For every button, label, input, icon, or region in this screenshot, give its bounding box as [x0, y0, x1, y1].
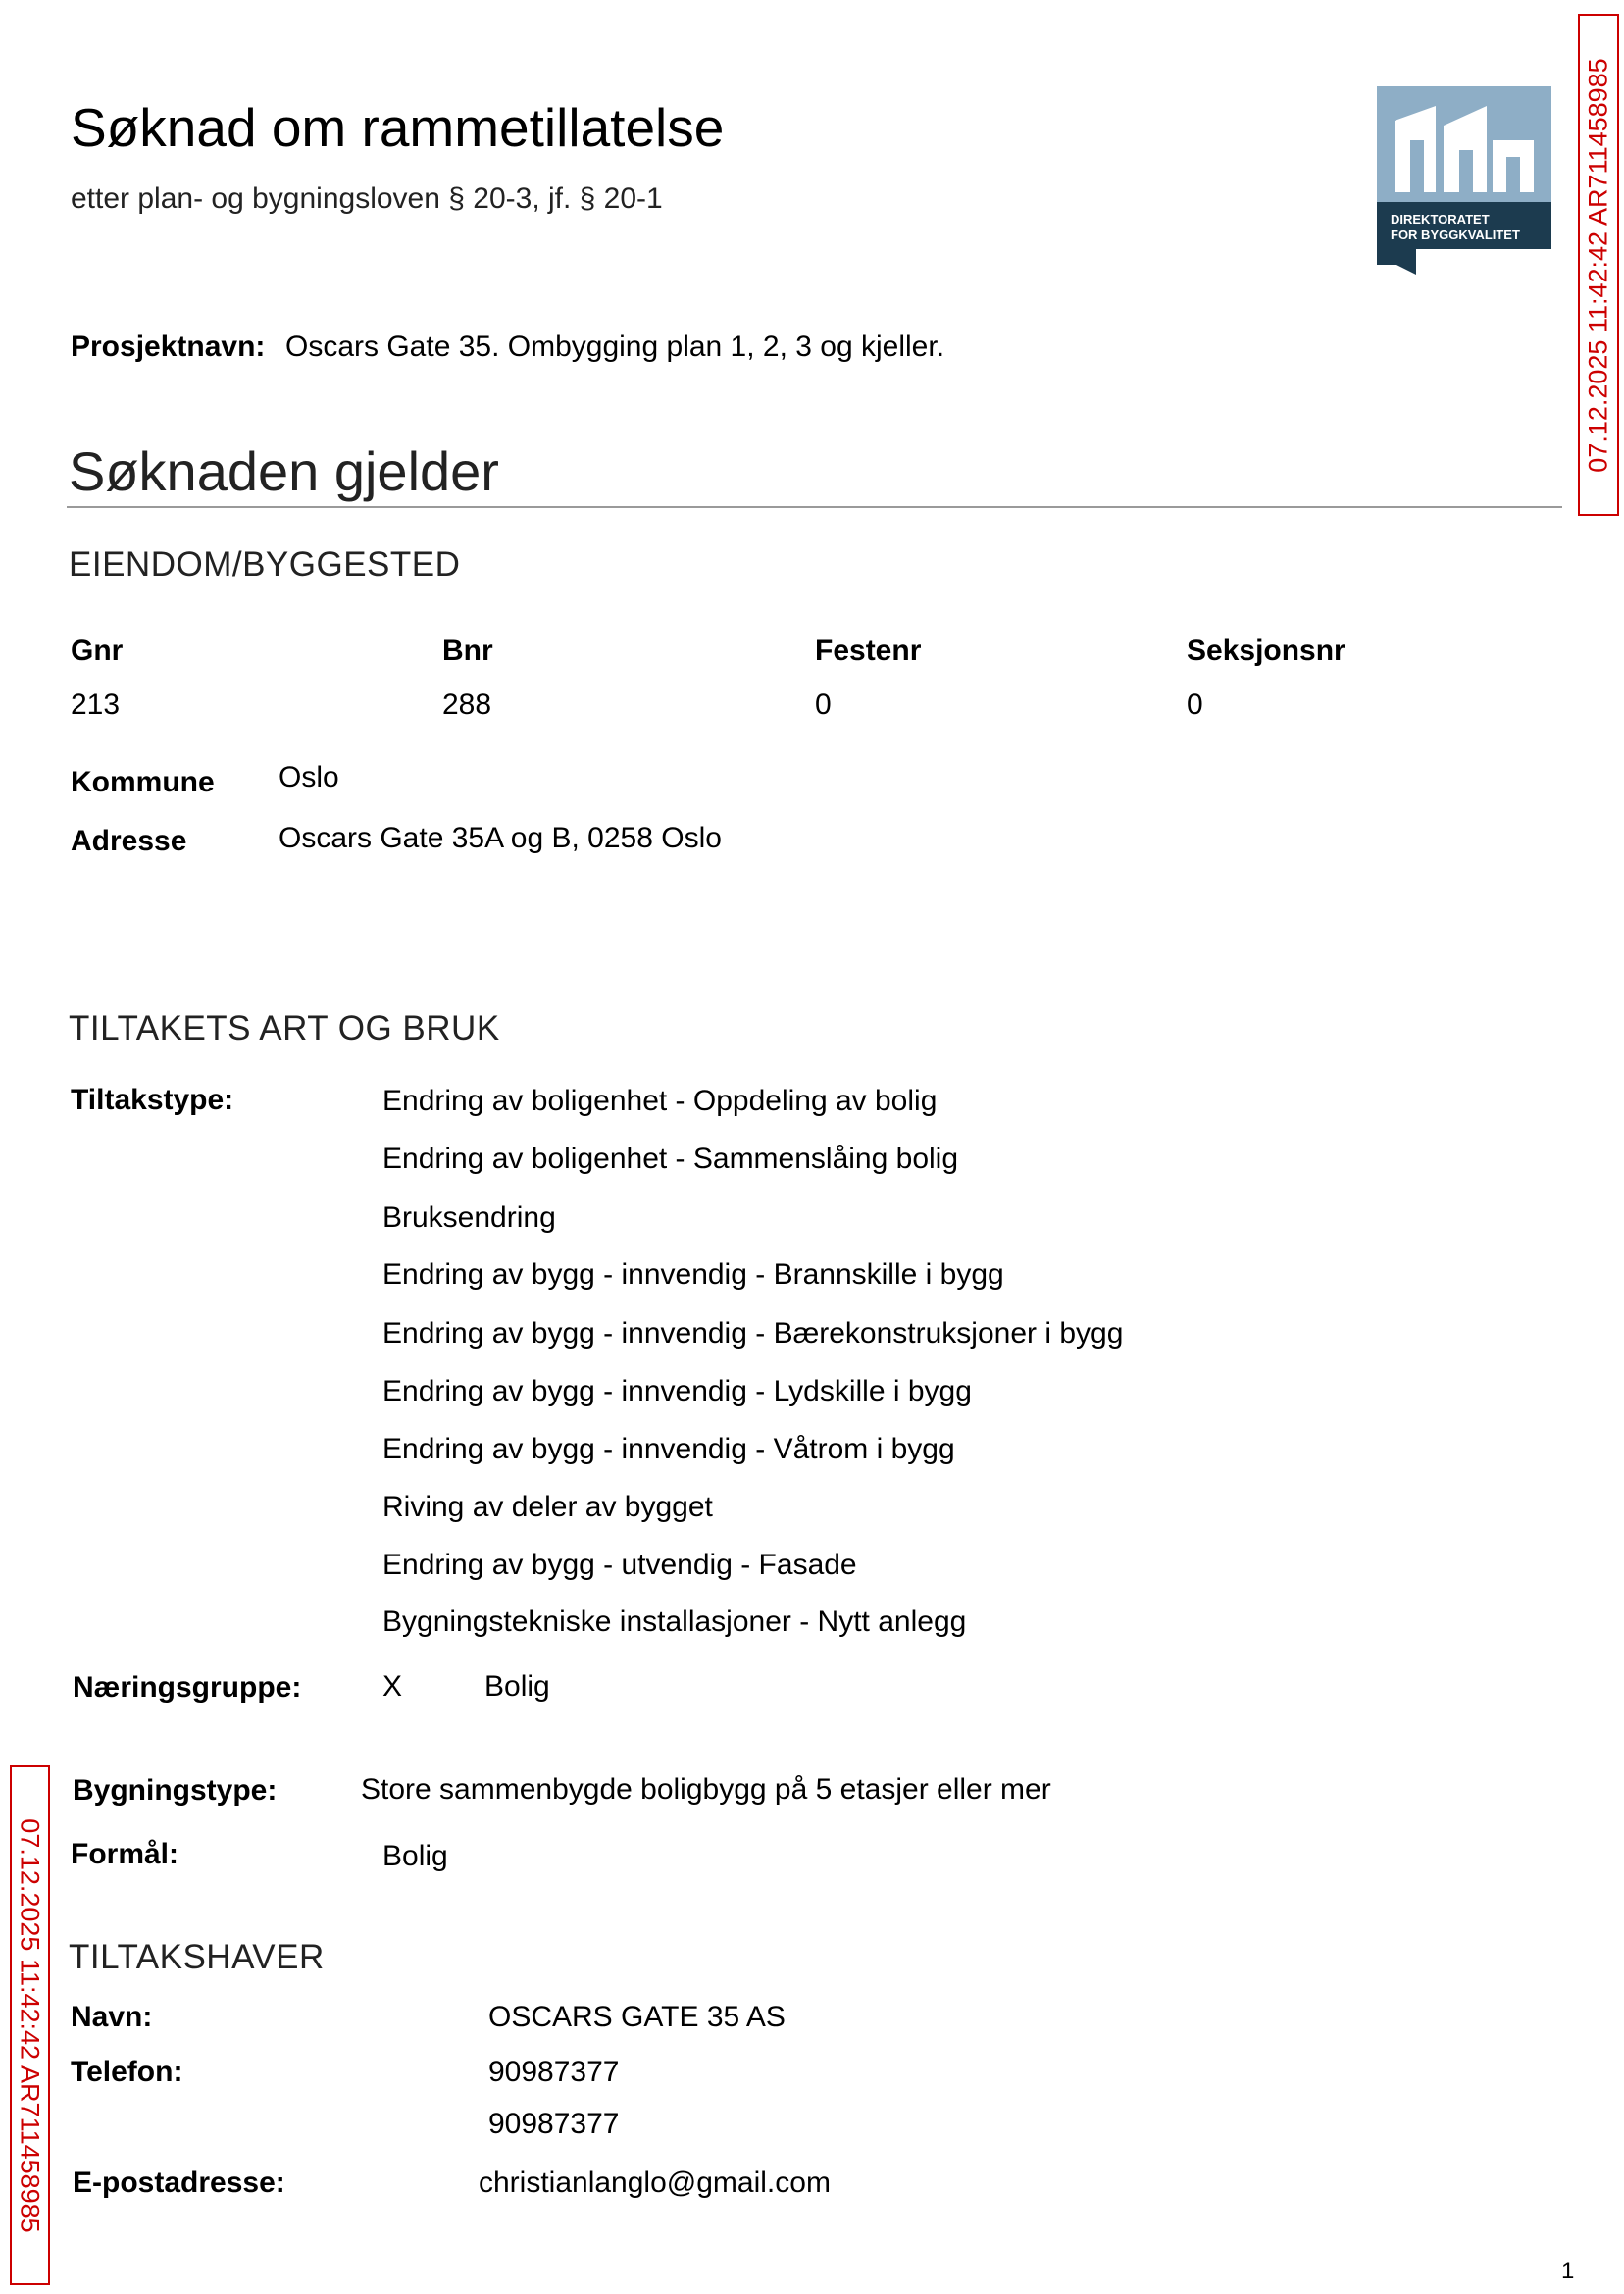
formal-label: Formål: — [71, 1838, 179, 1870]
tiltakstype-item: Endring av boligenhet - Sammenslåing bolig — [382, 1143, 959, 1175]
timestamp-stamp-top — [1578, 14, 1619, 516]
festenr-label: Festenr — [815, 635, 922, 667]
property-heading: EIENDOM/BYGGESTED — [69, 545, 461, 584]
tiltakstype-item: Bruksendring — [382, 1201, 556, 1234]
tiltakstype-item: Endring av bygg - innvendig - Lydskille i bygg — [382, 1375, 972, 1407]
gnr-label: Gnr — [71, 635, 124, 667]
project-label: Prosjektnavn: — [71, 331, 266, 363]
logo-text-2: FOR BYGGKVALITET — [1391, 228, 1520, 242]
tiltakstype-item: Endring av bygg - innvendig - Bærekonstruksjoner i bygg — [382, 1317, 1124, 1350]
logo-graphic — [1377, 86, 1551, 275]
gnr-value: 213 — [71, 688, 121, 721]
logo-text-1: DIREKTORATET — [1391, 212, 1490, 227]
kommune-label: Kommune — [71, 766, 215, 798]
dibk-logo — [1377, 86, 1551, 275]
formal-value: Bolig — [382, 1840, 448, 1872]
bnr-label: Bnr — [442, 635, 493, 667]
epost-value: christianlanglo@gmail.com — [479, 2167, 831, 2199]
section-divider — [67, 506, 1562, 508]
section-title: Søknaden gjelder — [69, 440, 499, 502]
adresse-label: Adresse — [71, 825, 187, 857]
bnr-value: 288 — [442, 688, 492, 721]
stamp-text: 07.12.2025 11:42:42 AR711458985 — [16, 1817, 46, 2233]
tiltakstype-item: Bygningstekniske installasjoner - Nytt anlegg — [382, 1606, 967, 1638]
festenr-value: 0 — [815, 688, 832, 721]
page-title: Søknad om rammetillatelse — [71, 97, 725, 158]
project-value: Oscars Gate 35. Ombygging plan 1, 2, 3 og kjeller. — [285, 331, 945, 363]
seksjonsnr-label: Seksjonsnr — [1187, 635, 1345, 667]
telefon-value: 90987377 — [488, 2056, 620, 2088]
stamp-text: 07.12.2025 11:42:42 AR711458985 — [1583, 57, 1613, 473]
seksjonsnr-value: 0 — [1187, 688, 1203, 721]
page-subtitle: etter plan- og bygningsloven § 20-3, jf. § 20-1 — [71, 182, 663, 215]
page-number: 1 — [1561, 2258, 1575, 2284]
navn-value: OSCARS GATE 35 AS — [488, 2001, 786, 2033]
tiltakstype-item: Endring av bygg - innvendig - Brannskille i bygg — [382, 1258, 1004, 1291]
adresse-value: Oscars Gate 35A og B, 0258 Oslo — [279, 822, 722, 854]
timestamp-stamp-left — [10, 1765, 50, 2285]
navn-label: Navn: — [71, 2001, 153, 2033]
bygningstype-value: Store sammenbygde boligbygg på 5 etasjer eller mer — [361, 1773, 1051, 1806]
naeringsgruppe-code: X — [382, 1670, 403, 1703]
tiltakstype-label: Tiltakstype: — [71, 1084, 234, 1116]
naeringsgruppe-label: Næringsgruppe: — [73, 1671, 302, 1704]
telefon-label: Telefon: — [71, 2056, 183, 2088]
kommune-value: Oslo — [279, 761, 339, 793]
bygningstype-label: Bygningstype: — [73, 1774, 278, 1807]
tiltakstype-item: Endring av bygg - utvendig - Fasade — [382, 1549, 857, 1581]
tiltakstype-item: Endring av boligenhet - Oppdeling av bolig — [382, 1085, 938, 1117]
naeringsgruppe-value: Bolig — [484, 1670, 550, 1703]
tiltakstype-item: Riving av deler av bygget — [382, 1491, 713, 1523]
epost-label: E-postadresse: — [73, 2167, 285, 2199]
tiltakstype-item: Endring av bygg - innvendig - Våtrom i bygg — [382, 1433, 955, 1465]
telefon-value-2: 90987377 — [488, 2108, 620, 2140]
tiltak-heading: TILTAKETS ART OG BRUK — [69, 1009, 500, 1047]
tiltakshaver-heading: TILTAKSHAVER — [69, 1938, 325, 1976]
